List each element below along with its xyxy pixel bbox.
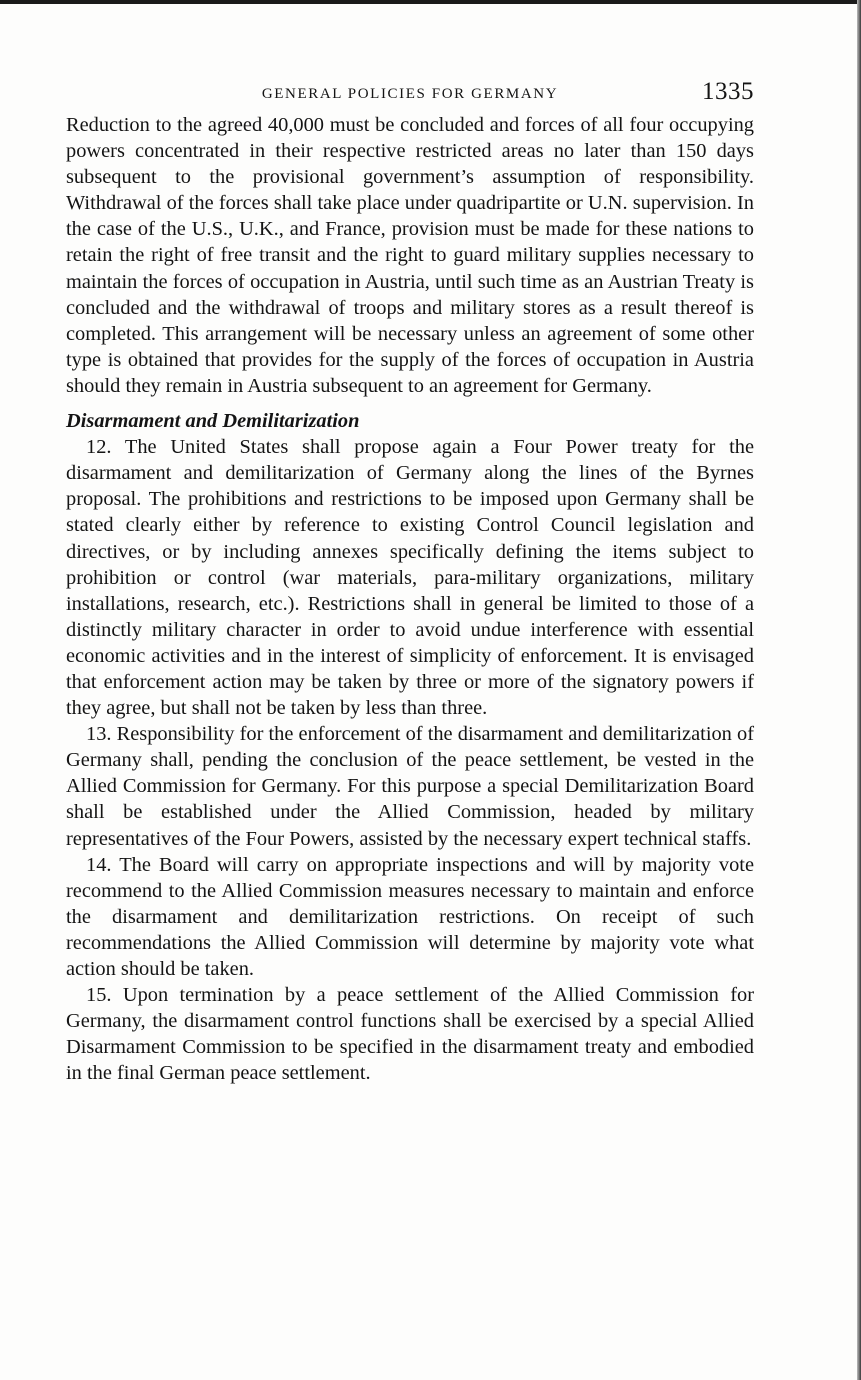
paragraph-15: 15. Upon termination by a peace settlement of the Allied Commission for Germany, the disarmament control functions shall be exercised by a special Allied Disarmament Commission to be specified in the disarmament treaty and embodied in the final German peace settlement. xyxy=(66,984,754,1085)
running-title: GENERAL POLICIES FOR GERMANY xyxy=(261,86,559,102)
continued-paragraph: Reduction to the agreed 40,000 must be concluded and forces of all four occupying powers concentrated in their respective restricted areas no later than 150 days subsequent to the provisional government’s assumption of responsibility. Withdrawal of the forces shall take place under quadripartite or U.N. supervision. In the case of the U.S., U.K., and France, provision must be made for these nations to retain the right of free transit and the right to guard military supplies necessary to maintain the forces of occupation in Austria, until such time as an Austrian Treaty is concluded and the withdrawal of troops and military stores as a result thereof is completed. This arrangement will be necessary unless an agreement of some other type is obtained that provides for the supply of the forces of occupation in Austria should they remain in Austria subsequent to an agreement for Germany. xyxy=(66,114,754,397)
document-page xyxy=(66,76,754,1086)
page-number: 1335 xyxy=(702,78,754,105)
scan-right-edge xyxy=(857,0,861,1380)
paragraph-14: 14. The Board will carry on appropriate inspections and will by majority vote recommend to the Allied Commission measures necessary to maintain and enforce the disarmament and demilitarization restrictions. On receipt of such recommendations the Allied Commission will determine by majority vote what action should be taken. xyxy=(66,853,754,980)
paragraph-12: 12. The United States shall propose again a Four Power treaty for the disarmament and demilitarization of Germany along the lines of the Byrnes proposal. The prohibitions and restrictions to be imposed upon Germany shall be stated clearly either by reference to existing Control Council legislation and directives, or by including annexes specifically defining the items subject to prohibition or control (war materials, para-military organizations, military installations, research, etc.). Restrictions shall in general be limited to those of a distinctly military character in order to avoid undue interference with essential economic activities and in the interest of simplicity of enforcement. It is envisaged that enforcement action may be taken by three or more of the signatory powers if they agree, but shall not be taken by less than three. xyxy=(66,436,754,720)
body-text xyxy=(66,112,754,1086)
paragraph-13: 13. Responsibility for the enforcement of the disarmament and demilitarization of Germany shall, pending the conclusion of the peace settlement, be vested in the Allied Commission for Germany. For this purpose a special Demilitarization Board shall be established under the Allied Commission, headed by military representatives of the Four Powers, assisted by the necessary expert technical staffs. xyxy=(66,723,754,850)
section-heading: Disarmament and Demilitarization xyxy=(66,410,360,433)
scan-top-border xyxy=(0,0,861,4)
running-header xyxy=(66,76,754,112)
